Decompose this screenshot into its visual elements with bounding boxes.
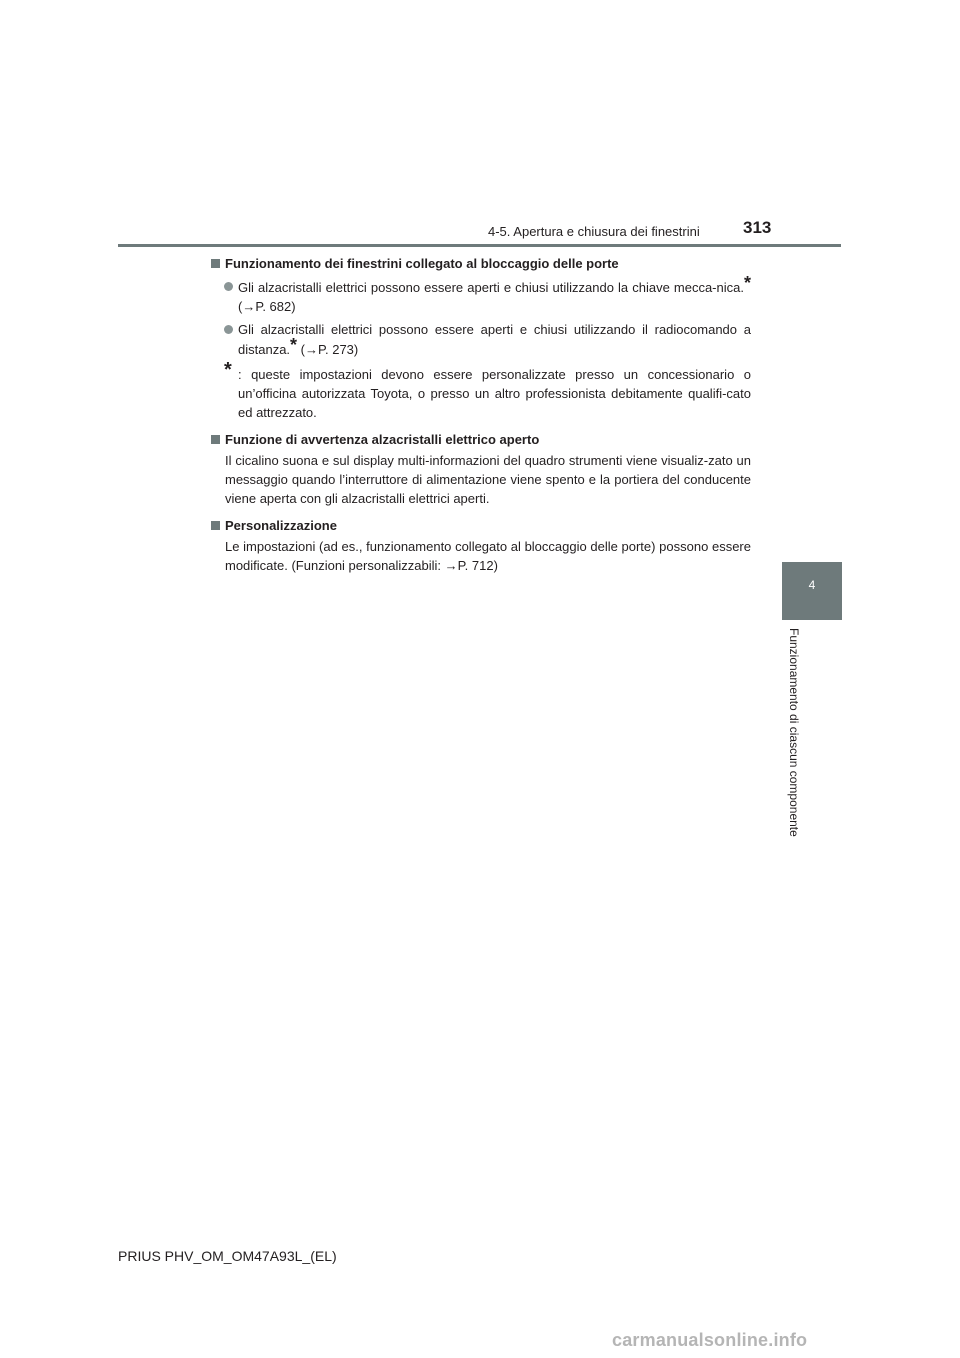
- section-open-window-warning: [211, 430, 751, 508]
- section-body: Il cicalino suona e sul display multi-informazioni del quadro strumenti viene visualiz-zato un messaggio quando l’interruttore di alimentazione viene spento e la portiera del conducente viene aperta con gli alzacristalli elettrici aperti.: [225, 453, 751, 506]
- section-body: Le impostazioni (ad es., funzionamento collegato al bloccaggio delle porte) possono essere modificate. (Funzioni personalizzabili: →P. 712): [225, 539, 751, 573]
- bullet-dot-icon: [224, 325, 233, 334]
- page-number: 313: [743, 218, 772, 237]
- section-heading: Personalizzazione: [211, 516, 751, 535]
- footnote-star: *: [743, 273, 751, 293]
- section-heading: Funzione di avvertenza alzacristalli elettrico aperto: [211, 430, 751, 449]
- header-section-title: 4-5. Apertura e chiusura dei finestrini: [488, 224, 700, 239]
- header-rule: [118, 244, 841, 247]
- page-reference-link[interactable]: (→P. 682): [238, 299, 296, 314]
- list-item: Gli alzacristalli elettrici possono essere aperti e chiusi utilizzando la chiave mecca-nica.* (→P. 682): [211, 277, 751, 316]
- chapter-label: Funzionamento di ciascun componente: [787, 628, 801, 837]
- section-door-lock-linked: [211, 254, 751, 422]
- chapter-tab: [782, 562, 842, 620]
- page-reference-link[interactable]: (→P. 273): [297, 342, 359, 357]
- content: [211, 254, 751, 575]
- bullet-dot-icon: [224, 282, 233, 291]
- footnote-star: *: [224, 359, 232, 381]
- heading-square-icon: [211, 259, 220, 268]
- heading-square-icon: [211, 521, 220, 530]
- footer-document-code: PRIUS PHV_OM_OM47A93L_(EL): [118, 1248, 337, 1264]
- watermark: carmanualsonline.info: [612, 1330, 808, 1350]
- list-item: Gli alzacristalli elettrici possono essere aperti e chiusi utilizzando il radiocomando a distanza.* (→P. 273): [211, 320, 751, 359]
- chapter-number: 4: [808, 578, 816, 592]
- footnote: * : queste impostazioni devono essere personalizzate presso un concessionario o un’officina autorizzata Toyota, o presso un altro professionista debitamente qualifi-cato ed attrezzato.: [224, 359, 751, 420]
- section-customization: [211, 516, 751, 575]
- section-heading: Funzionamento dei finestrini collegato al bloccaggio delle porte: [211, 254, 751, 273]
- heading-square-icon: [211, 435, 220, 444]
- footnote-star: *: [290, 335, 298, 355]
